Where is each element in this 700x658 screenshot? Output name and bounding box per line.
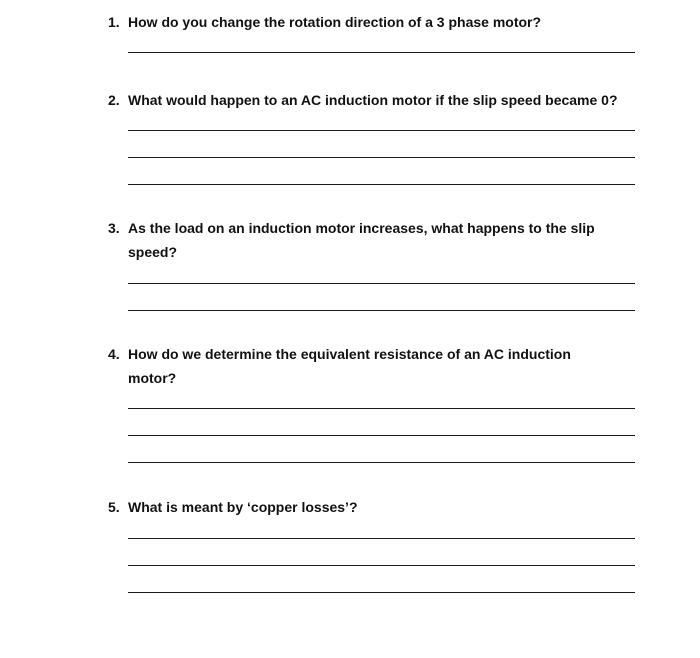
question-3 bbox=[108, 216, 648, 264]
question-text: What would happen to an AC induction motor if the slip speed became 0? bbox=[128, 92, 618, 108]
answer-line[interactable] bbox=[128, 283, 635, 284]
question-text: How do you change the rotation direction of a 3 phase motor? bbox=[128, 14, 542, 30]
question-text: As the load on an induction motor increases, what happens to the slip speed? bbox=[128, 220, 595, 260]
question-1 bbox=[108, 10, 648, 34]
answer-line[interactable] bbox=[128, 184, 635, 185]
question-text: How do we determine the equivalent resistance of an AC induction motor? bbox=[128, 346, 571, 386]
answer-line[interactable] bbox=[128, 435, 635, 436]
answer-line[interactable] bbox=[128, 52, 635, 53]
answer-line[interactable] bbox=[128, 462, 635, 463]
question-4 bbox=[108, 342, 648, 390]
answer-line[interactable] bbox=[128, 310, 635, 311]
answer-line[interactable] bbox=[128, 130, 635, 131]
answer-line[interactable] bbox=[128, 592, 635, 593]
question-text: What is meant by ‘copper losses’? bbox=[128, 499, 358, 515]
question-number: 3. bbox=[108, 220, 120, 236]
answer-line[interactable] bbox=[128, 157, 635, 158]
answer-line[interactable] bbox=[128, 538, 635, 539]
question-2 bbox=[108, 88, 648, 112]
answer-line[interactable] bbox=[128, 565, 635, 566]
question-number: 5. bbox=[108, 499, 120, 515]
question-5 bbox=[108, 495, 648, 519]
answer-line[interactable] bbox=[128, 408, 635, 409]
question-number: 1. bbox=[108, 14, 120, 30]
question-number: 2. bbox=[108, 92, 120, 108]
question-number: 4. bbox=[108, 346, 120, 362]
